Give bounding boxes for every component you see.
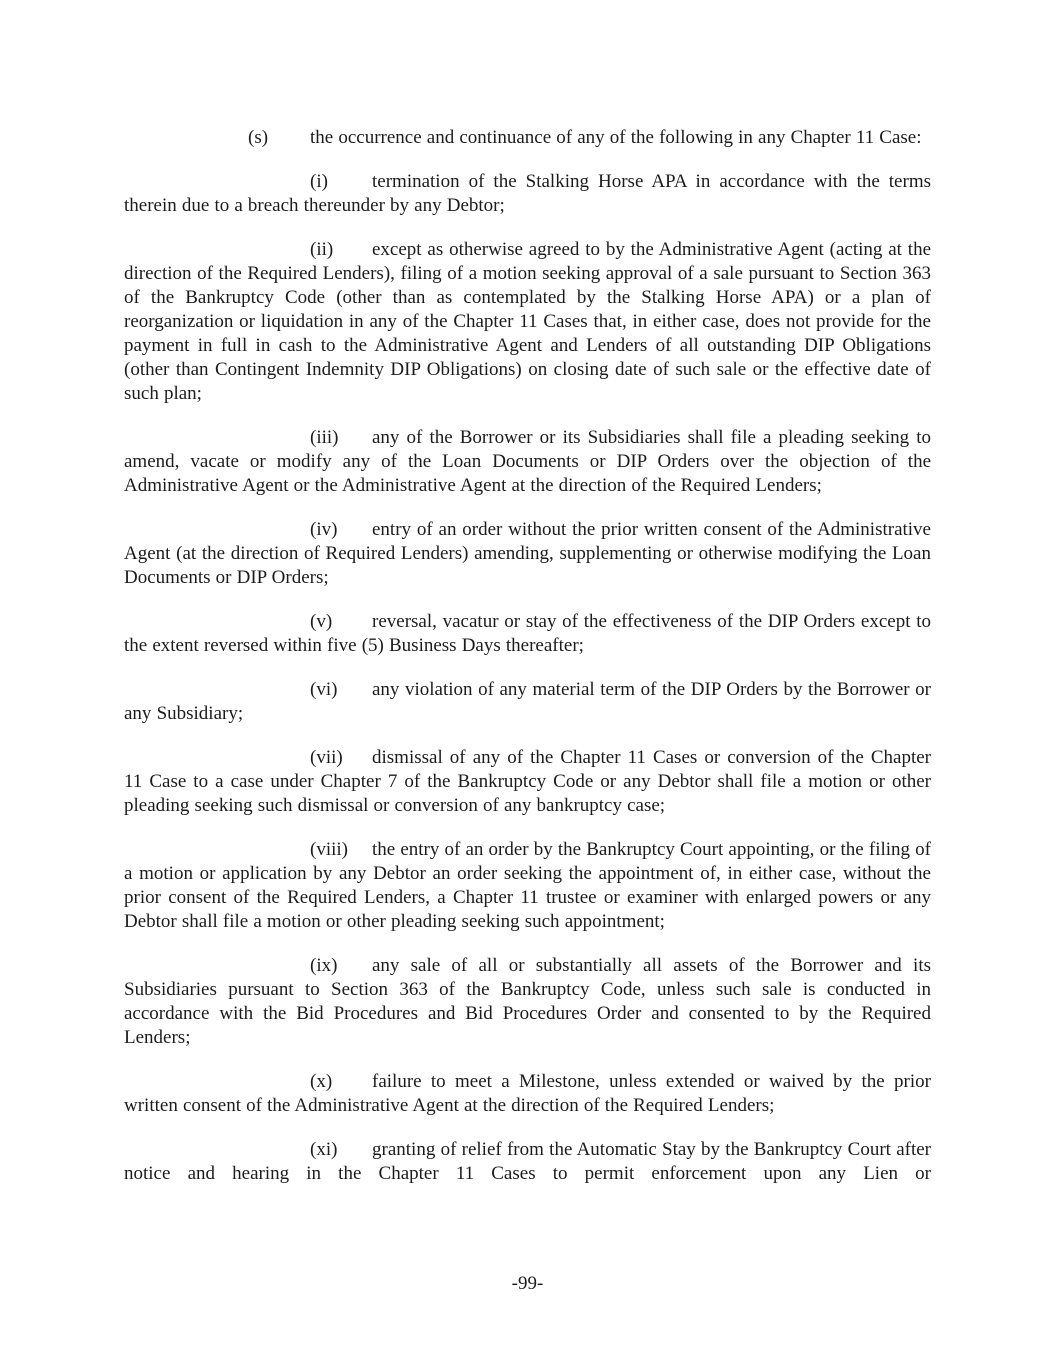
- clause-i-label: (i): [310, 171, 328, 192]
- clause-iii: [124, 426, 931, 498]
- clause-v-label: (v): [310, 611, 333, 632]
- clause-i-text: termination of the Stalking Horse APA in accordance with the terms therein due to a breach thereunder by any Debtor;: [124, 171, 931, 216]
- clause-iv: [124, 518, 931, 590]
- clause-ix-label: (ix): [310, 955, 338, 976]
- page-number: -99-: [511, 1273, 544, 1294]
- clause-xi-label: (xi): [310, 1139, 338, 1160]
- clause-x-text: failure to meet a Milestone, unless extended or waived by the prior written consent of the Administrative Agent at the direction of the Required Lenders;: [124, 1071, 931, 1116]
- clause-viii: [124, 838, 931, 934]
- clause-iii-text: any of the Borrower or its Subsidiaries shall file a pleading seeking to amend, vacate or modify any of the Loan Documents or DIP Orders over the objection of the Administrative Agent or the Administrative Agent at the direction of the Required Lenders;: [124, 427, 931, 496]
- clause-vii-label: (vii): [310, 747, 343, 768]
- clause-ii-label: (ii): [310, 239, 334, 260]
- clause-vii: [124, 746, 931, 818]
- clause-s-text: the occurrence and continuance of any of the following in any Chapter 11 Case:: [310, 127, 922, 148]
- clause-i: [124, 170, 931, 218]
- clause-v: [124, 610, 931, 658]
- clause-ix-text: any sale of all or substantially all assets of the Borrower and its Subsidiaries pursuant to Section 363 of the Bankruptcy Code, unless such sale is conducted in accordance with the Bid Procedures and Bid Procedures Order and consented to by the Required Lenders;: [124, 955, 931, 1048]
- clause-vi: [124, 678, 931, 726]
- document-body: [124, 126, 931, 1206]
- clause-s-label: (s): [248, 127, 269, 148]
- clause-ii: [124, 238, 931, 406]
- clause-vi-label: (vi): [310, 679, 338, 700]
- clause-x-label: (x): [310, 1071, 333, 1092]
- clause-iv-label: (iv): [310, 519, 338, 540]
- clause-ii-text: except as otherwise agreed to by the Administrative Agent (acting at the direction of the Required Lenders), filing of a motion seeking approval of a sale pursuant to Section 363 of the Bankruptcy Code (other than as contemplated by the Stalking Horse APA) or a plan of reorganization or liquidation in any of the Chapter 11 Cases that, in either case, does not provide for the payment in full in cash to the Administrative Agent and Lenders of all outstanding DIP Obligations (other than Contingent Indemnity DIP Obligations) on closing date of such sale or the effective date of such plan;: [124, 239, 931, 404]
- clause-x: [124, 1070, 931, 1118]
- clause-v-text: reversal, vacatur or stay of the effectiveness of the DIP Orders except to the extent reversed within five (5) Business Days thereafter;: [124, 611, 931, 656]
- clause-iii-label: (iii): [310, 427, 339, 448]
- clause-iv-text: entry of an order without the prior written consent of the Administrative Agent (at the direction of Required Lenders) amending, supplementing or otherwise modifying the Loan Documents or DIP Orders;: [124, 519, 931, 588]
- clause-viii-text: the entry of an order by the Bankruptcy Court appointing, or the filing of a motion or application by any Debtor an order seeking the appointment of, in either case, without the prior consent of the Required Lenders, a Chapter 11 trustee or examiner with enlarged powers or any Debtor shall file a motion or other pleading seeking such appointment;: [124, 839, 931, 932]
- clause-viii-label: (viii): [310, 839, 348, 860]
- clause-xi-text: granting of relief from the Automatic Stay by the Bankruptcy Court after notice and hearing in the Chapter 11 Cases to permit enforcement upon any Lien or: [124, 1139, 931, 1184]
- clause-vi-text: any violation of any material term of the DIP Orders by the Borrower or any Subsidiary;: [124, 679, 931, 724]
- clause-xi: [124, 1138, 931, 1186]
- clause-vii-text: dismissal of any of the Chapter 11 Cases or conversion of the Chapter 11 Case to a case under Chapter 7 of the Bankruptcy Code or any Debtor shall file a motion or other pleading seeking such dismissal or conversion of any bankruptcy case;: [124, 747, 931, 816]
- clause-ix: [124, 954, 931, 1050]
- clause-s: [124, 126, 931, 150]
